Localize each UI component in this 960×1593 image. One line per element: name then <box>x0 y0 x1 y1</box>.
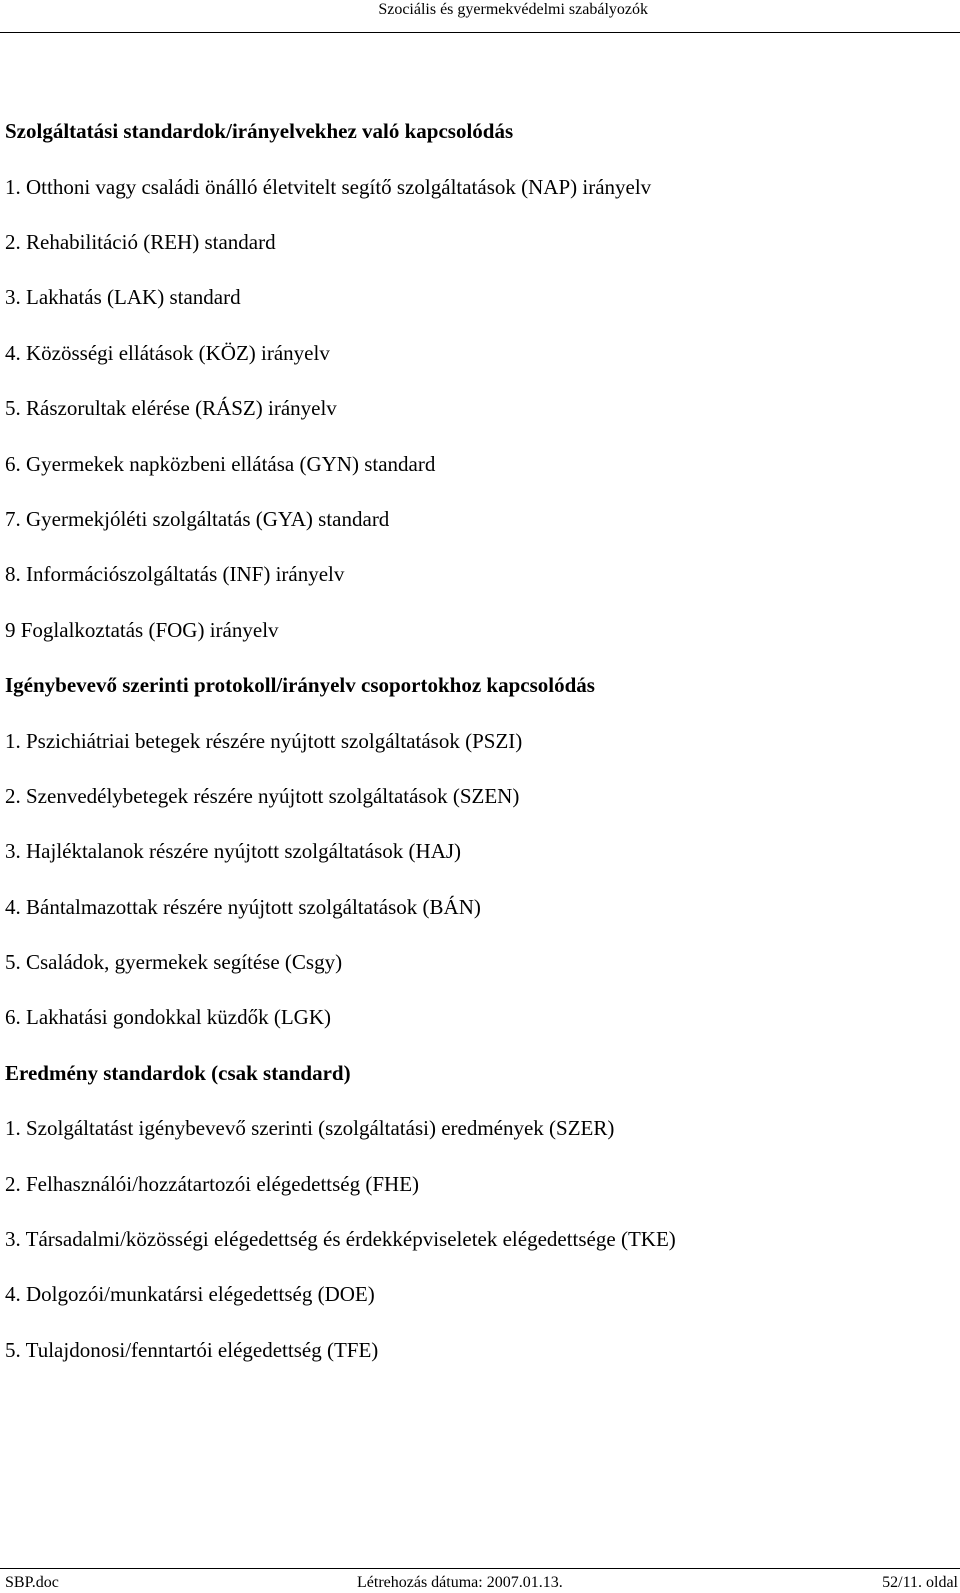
list-item: 4. Dolgozói/munkatársi elégedettség (DOE) <box>5 1282 375 1306</box>
section-heading-standards: Szolgáltatási standardok/irányelvekhez való kapcsolódás <box>5 119 514 143</box>
header-rule <box>0 32 960 33</box>
section-heading-protocols: Igénybevevő szerinti protokoll/irányelv csoportokhoz kapcsolódás <box>5 673 595 697</box>
list-item: 1. Otthoni vagy családi önálló életvitelt segítő szolgáltatások (NAP) irányelv <box>5 175 652 199</box>
page-footer <box>0 1568 960 1593</box>
list-item: 5. Tulajdonosi/fenntartói elégedettség (TFE) <box>5 1338 379 1362</box>
list-item: 7. Gyermekjóléti szolgáltatás (GYA) standard <box>5 507 390 531</box>
list-item: 5. Családok, gyermekek segítése (Csgy) <box>5 950 343 974</box>
list-item: 2. Szenvedélybetegek részére nyújtott szolgáltatások (SZEN) <box>5 784 520 808</box>
list-item: 1. Szolgáltatást igénybevevő szerinti (szolgáltatási) eredmények (SZER) <box>5 1116 615 1140</box>
list-item: 3. Társadalmi/közösségi elégedettség és érdekképviseletek elégedettsége (TKE) <box>5 1227 676 1251</box>
list-item: 4. Közösségi ellátások (KÖZ) irányelv <box>5 341 330 365</box>
list-item: 6. Gyermekek napközbeni ellátása (GYN) standard <box>5 452 436 476</box>
footer-page-number: 52/11. oldal <box>882 1574 958 1591</box>
footer-filename: SBP.doc <box>5 1574 59 1591</box>
section-heading-outcomes: Eredmény standardok (csak standard) <box>5 1061 351 1085</box>
page-header <box>0 0 960 36</box>
list-item: 1. Pszichiátriai betegek részére nyújtott szolgáltatások (PSZI) <box>5 729 523 753</box>
list-item: 2. Rehabilitáció (REH) standard <box>5 230 276 254</box>
footer-rule <box>0 1568 960 1569</box>
list-item: 4. Bántalmazottak részére nyújtott szolgáltatások (BÁN) <box>5 895 481 919</box>
list-item: 6. Lakhatási gondokkal küzdők (LGK) <box>5 1005 332 1029</box>
list-item: 9 Foglalkoztatás (FOG) irányelv <box>5 618 279 642</box>
list-item: 5. Rászorultak elérése (RÁSZ) irányelv <box>5 396 337 420</box>
list-item: 3. Hajléktalanok részére nyújtott szolgáltatások (HAJ) <box>5 839 462 863</box>
list-item: 8. Információszolgáltatás (INF) irányelv <box>5 562 345 586</box>
list-item: 3. Lakhatás (LAK) standard <box>5 285 241 309</box>
header-title: Szociális és gyermekvédelmi szabályozók <box>378 1 648 18</box>
footer-created-date: Létrehozás dátuma: 2007.01.13. <box>357 1574 563 1591</box>
list-item: 2. Felhasználói/hozzátartozói elégedettség (FHE) <box>5 1172 420 1196</box>
